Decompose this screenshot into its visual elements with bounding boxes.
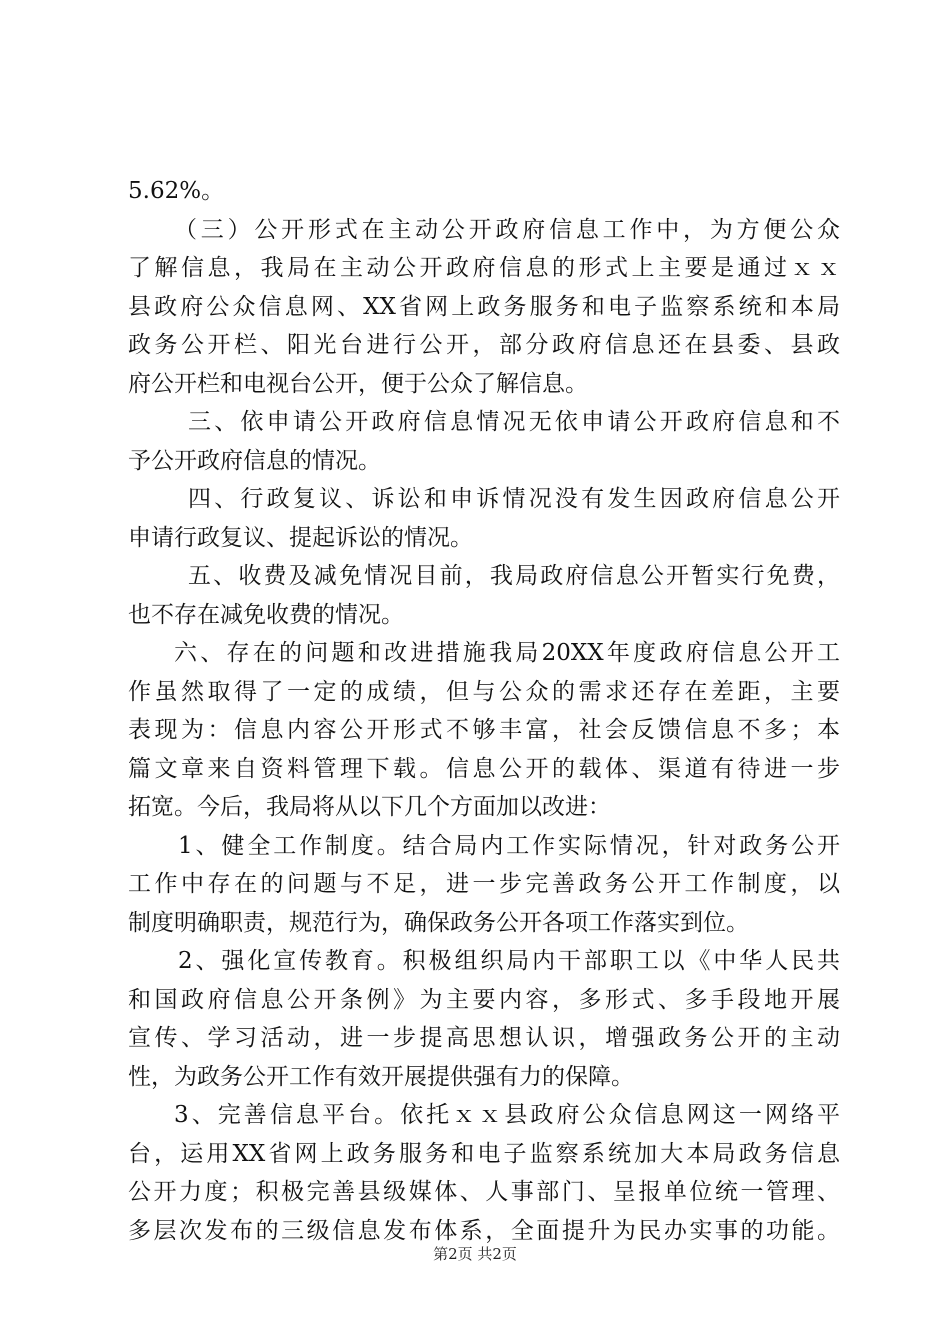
text-line: 予公开政府信息的情况。 [128,447,381,474]
text-line: 公开力度；积极完善县级媒体、人事部门、呈报单位统一管理、 [128,1179,840,1205]
text-line: 篇文章来自资料管理下载。信息公开的载体、渠道有待进一步 [128,755,840,782]
text-line: 3、完善信息平台。依托ｘｘ县政府公众信息网这一网络平 [174,1102,840,1128]
text-line: 和国政府信息公开条例》为主要内容，多形式、多手段地开展 [128,986,840,1013]
text-line: 表现为：信息内容公开形式不够丰富，社会反馈信息不多；本 [128,717,840,743]
text-line: 性，为政务公开工作有效开展提供强有力的保障。 [128,1063,634,1090]
text-line: （三）公开形式在主动公开政府信息工作中，为方便公众 [174,216,840,243]
text-line: 五、收费及减免情况目前，我局政府信息公开暂实行免费， [188,563,840,589]
text-line: 四、行政复议、诉讼和申诉情况没有发生因政府信息公开 [188,486,840,512]
text-line: 三、依申请公开政府信息情况无依申请公开政府信息和不 [188,409,840,435]
text-line: 5.62%。 [128,178,225,204]
document-body [128,172,840,1250]
text-line: 政务公开栏、阳光台进行公开，部分政府信息还在县委、县政 [128,332,840,358]
text-line: 六、存在的问题和改进措施我局20XX年度政府信息公开工 [174,640,840,666]
text-line: 府公开栏和电视台公开，便于公众了解信息。 [128,370,588,397]
text-line: 拓宽。今后，我局将从以下几个方面加以改进： [128,794,611,820]
text-line: 了解信息，我局在主动公开政府信息的形式上主要是通过ｘｘ [128,255,840,281]
text-line: 申请行政复议、提起诉讼的情况。 [128,524,473,551]
text-line: 1、健全工作制度。结合局内工作实际情况，针对政务公开 [178,832,840,859]
text-line: 工作中存在的问题与不足，进一步完善政务公开工作制度，以 [128,871,840,897]
page-footer: 第2页 共2页 [433,1245,517,1263]
text-line: 县政府公众信息网、XX省网上政务服务和电子监察系统和本局 [128,293,840,320]
text-line: 宣传、学习活动，进一步提高思想认识，增强政务公开的主动 [128,1025,840,1051]
text-line: 也不存在减免收费的情况。 [128,601,404,628]
text-line: 2、强化宣传教育。积极组织局内干部职工以《中华人民共 [178,948,840,974]
text-line: 台，运用XX省网上政务服务和电子监察系统加大本局政务信息 [128,1140,840,1167]
text-line: 多层次发布的三级信息发布体系，全面提升为民办实事的功能。 [128,1217,840,1244]
text-line: 制度明确职责，规范行为，确保政务公开各项工作落实到位。 [128,909,749,936]
text-line: 作虽然取得了一定的成绩，但与公众的需求还存在差距，主要 [128,678,840,705]
